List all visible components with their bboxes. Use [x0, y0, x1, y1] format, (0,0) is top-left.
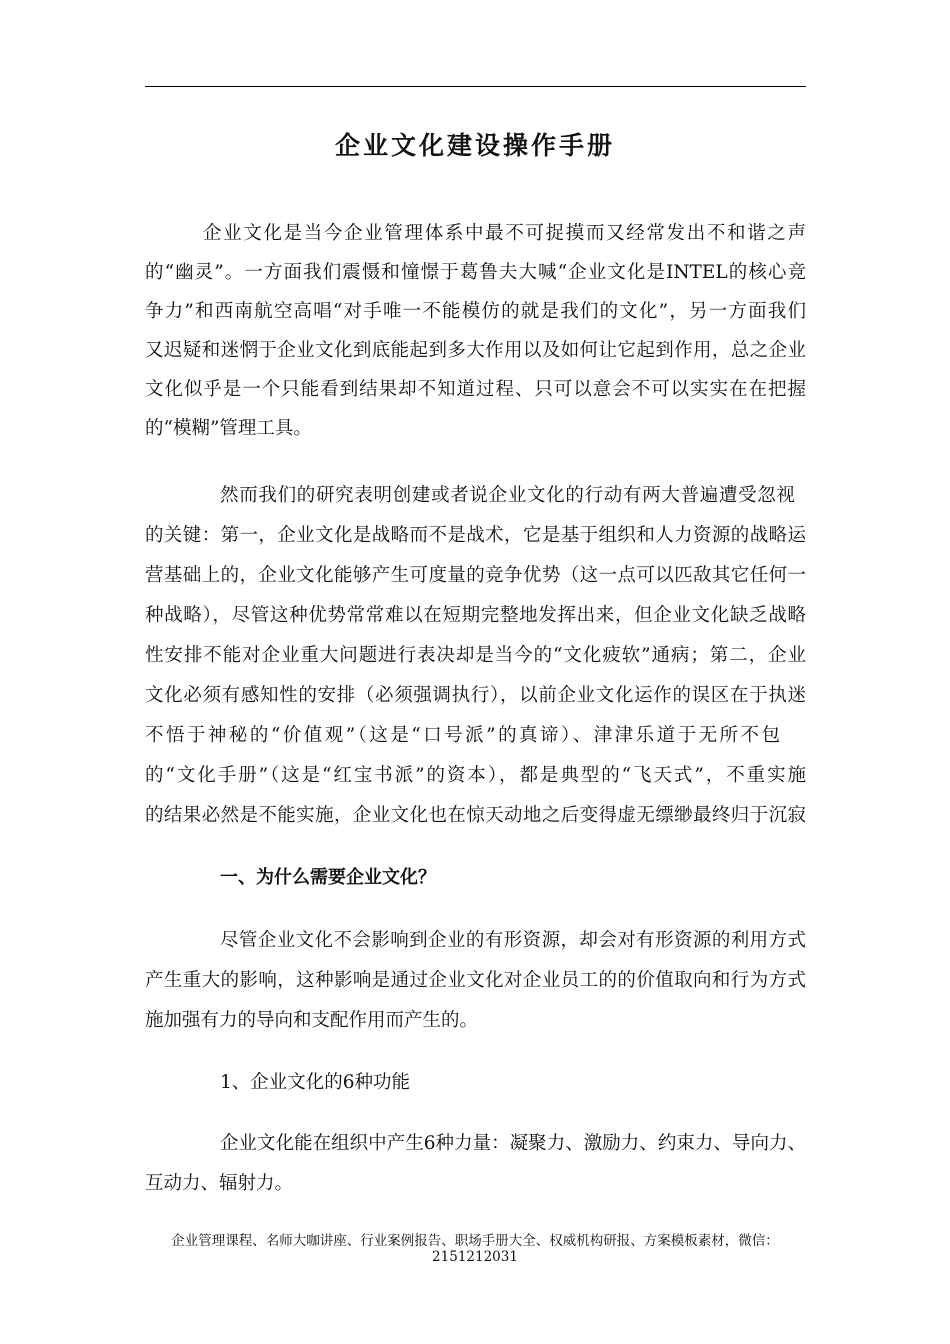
paragraph-2-line: 文化必须有感知性的安排（必须强调执行），以前企业文化运作的误区在于执迷 — [145, 685, 806, 706]
paragraph-4-line: 企业文化能在组织中产生6种力量：凝聚力、激励力、约束力、导向力、 — [220, 1133, 806, 1154]
paragraph-2-line: 的“文化手册”（这是“红宝书派”的资本），都是典型的“飞天式”，不重实施 — [145, 765, 806, 786]
paragraph-2-line: 的关键：第一，企业文化是战略而不是战术，它是基于组织和人力资源的战略运 — [145, 525, 806, 546]
paragraph-1-line: 的“模糊”管理工具。 — [145, 418, 312, 439]
paragraph-2-line: 种战略），尽管这种优势常常难以在短期完整地发挥出来，但企业文化缺乏战略 — [145, 605, 806, 626]
paragraph-2-line: 然而我们的研究表明创建或者说企业文化的行动有两大普遍遭受忽视 — [220, 485, 795, 506]
paragraph-3-line: 施加强有力的导向和支配作用而产生的。 — [145, 1010, 479, 1031]
document-title: 企业文化建设操作手册 — [334, 131, 615, 160]
section-heading: 一、为什么需要企业文化？ — [220, 867, 436, 888]
paragraph-1-line: 的“幽灵”。一方面我们震慑和憧憬于葛鲁夫大喊“企业文化是INTEL的核心竞 — [145, 262, 806, 283]
paragraph-1-line: 企业文化是当今企业管理体系中最不可捉摸而又经常发出不和谐之声 — [203, 223, 806, 244]
paragraph-1-line: 文化似乎是一个只能看到结果却不知道过程、只可以意会不可以实实在在把握 — [145, 379, 806, 400]
footer-text: 企业管理课程、名师大咖讲座、行业案例报告、职场手册大全、权威机构研报、方案模板素材，微信： — [171, 1233, 779, 1249]
footer-contact: 2151212031 — [432, 1249, 518, 1265]
paragraph-2-line: 性安排不能对企业重大问题进行表决却是当今的“文化疲软”通病；第二，企业 — [145, 645, 806, 666]
subsection-heading: 1、企业文化的6种功能 — [220, 1072, 411, 1093]
header-rule — [145, 86, 806, 87]
paragraph-4-line: 互动力、辐射力。 — [145, 1173, 294, 1194]
paragraph-2-line: 的结果必然是不能实施，企业文化也在惊天动地之后变得虚无缥缈最终归于沉寂 — [145, 805, 806, 826]
paragraph-3-line: 尽管企业文化不会影响到企业的有形资源，却会对有形资源的利用方式 — [220, 930, 806, 951]
paragraph-2-line: 不悟于神秘的“价值观”（这是“口号派”的真谛）、津津乐道于无所不包 — [145, 725, 780, 746]
paragraph-1-line: 争力”和西南航空高唱“对手唯一不能模仿的就是我们的文化”，另一方面我们 — [145, 301, 806, 322]
paragraph-2-line: 营基础上的，企业文化能够产生可度量的竞争优势（这一点可以匹敌其它任何一 — [145, 565, 806, 586]
paragraph-3-line: 产生重大的影响，这种影响是通过企业文化对企业员工的的价值取向和行为方式 — [145, 970, 806, 991]
paragraph-1-line: 又迟疑和迷惘于企业文化到底能起到多大作用以及如何让它起到作用，总之企业 — [145, 340, 806, 361]
